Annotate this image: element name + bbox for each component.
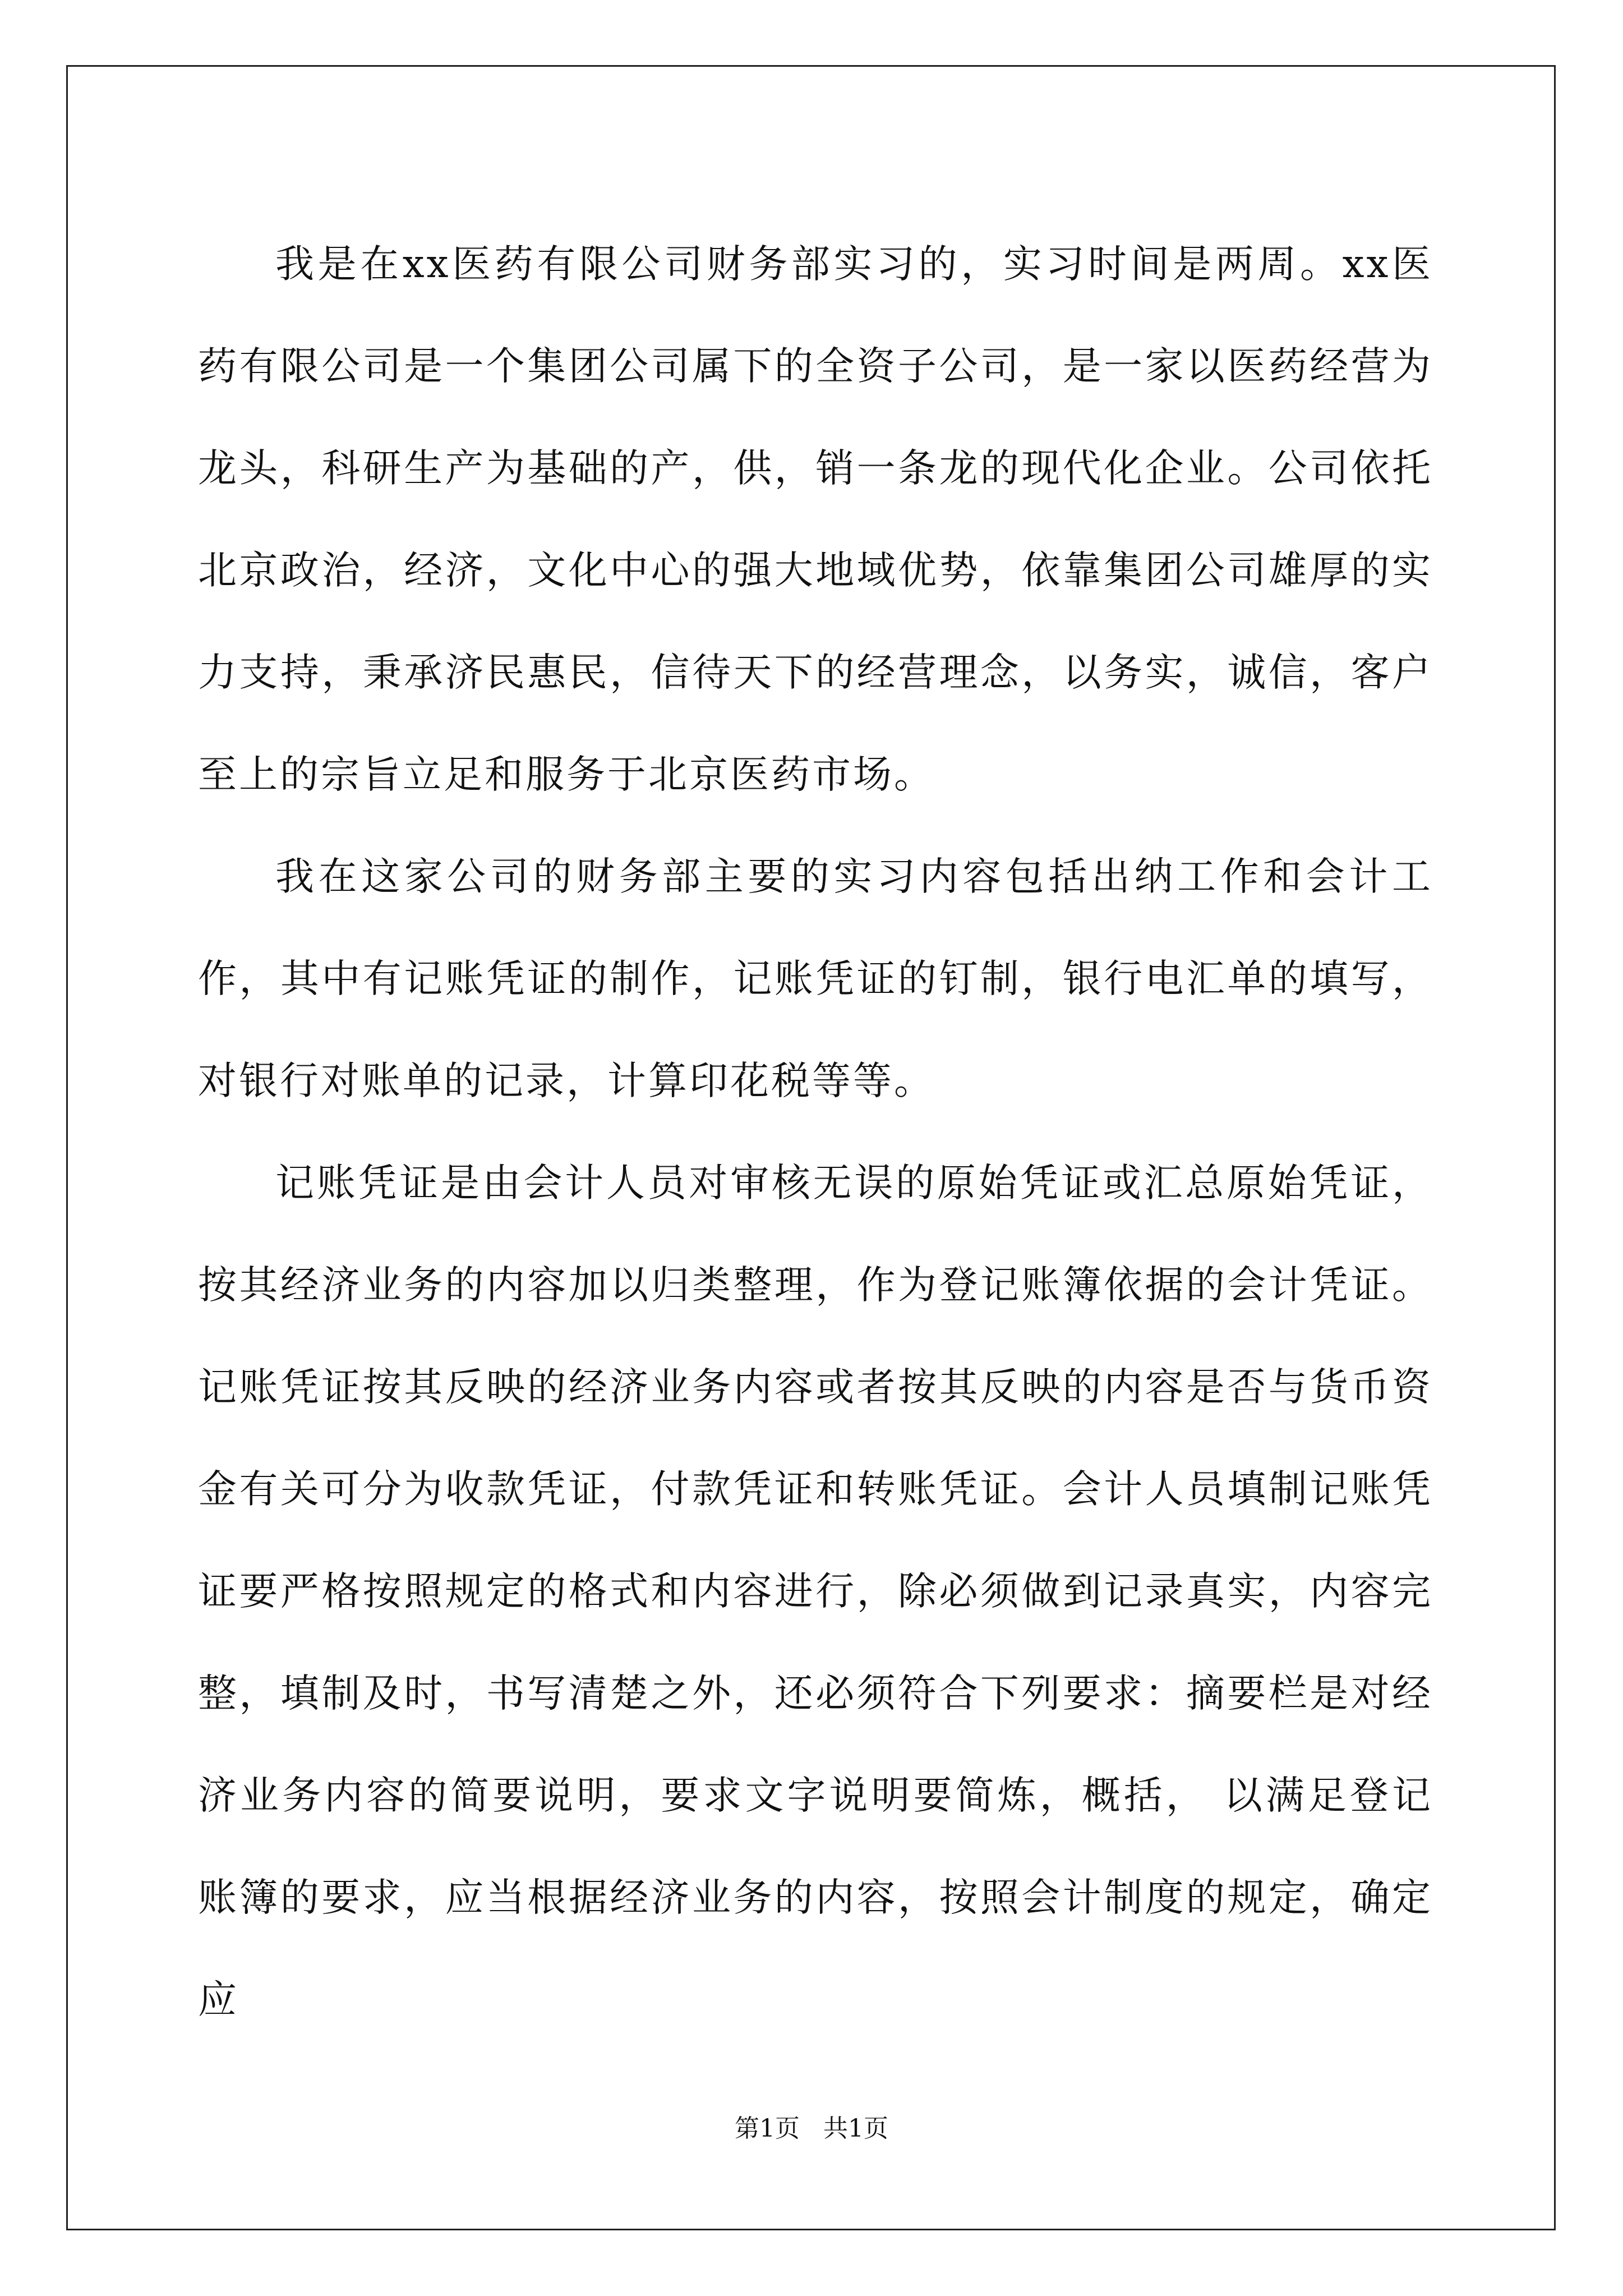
page-number-footer: 第1页 共1页 <box>735 2114 888 2143</box>
paragraph-3: 记账凭证是由会计人员对审核无误的原始凭证或汇总原始凭证，按其经济业务的内容加以归类整理，作为登记账簿依据的会计凭证。记账凭证按其反映的经济业务内容或者按其反映的内容是否与货币资金有关可分为收款凭证，付款凭证和转账凭证。会计人员填制记账凭证要严格按照规定的格式和内容进行，除必须做到记录真实，内容完整，填制及时，书写清楚之外，还必须符合下列要求：摘要栏是对经济业务内容的简要说明，要求文字说明要简炼，概括， 以满足登记账簿的要求，应当根据经济业务的内容，按照会计制度的规定，确定应 <box>198 1161 1433 2022</box>
paragraph-2: 我在这家公司的财务部主要的实习内容包括出纳工作和会计工作，其中有记账凭证的制作，记账凭证的钉制，银行电汇单的填写，对银行对账单的记录，计算印花税等等。 <box>198 854 1433 1103</box>
document-body <box>198 213 1433 2051</box>
paragraph-1: 我是在xx医药有限公司财务部实习的，实习时间是两周。xx医药有限公司是一个集团公司属下的全资子公司，是一家以医药经营为龙头，科研生产为基础的产，供，销一条龙的现代化企业。公司依托北京政治，经济，文化中心的强大地域优势，依靠集团公司雄厚的实力支持，秉承济民惠民，信待天下的经营理念，以务实，诚信，客户至上的宗旨立足和服务于北京医药市场。 <box>198 242 1433 797</box>
